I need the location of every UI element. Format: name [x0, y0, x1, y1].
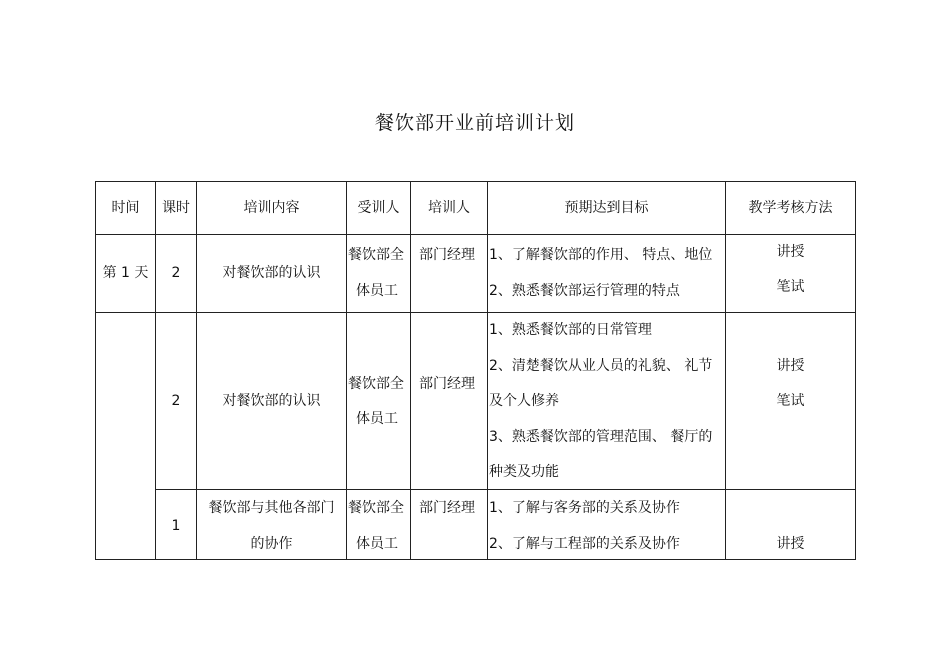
row1-content: 对餐饮部的认识 [222, 265, 321, 281]
row2-content: 对餐饮部的认识 [222, 393, 321, 409]
row2-goal-2: 2、清楚餐饮从业人员的礼貌、 礼节 [489, 358, 713, 374]
table-col-rule-1 [155, 181, 156, 560]
row3-method-1: 讲授 [776, 536, 805, 552]
row3-content-line1: 餐饮部与其他各部门 [208, 500, 335, 516]
row2-goal-1: 1、熟悉餐饮部的日常管理 [489, 322, 652, 338]
row2-trainer: 部门经理 [419, 376, 475, 392]
table-border-right [855, 181, 856, 560]
table-border-left [95, 181, 96, 560]
row3-hours: 1 [171, 518, 181, 534]
row1-method-1: 讲授 [776, 244, 805, 260]
header-hours: 课时 [162, 200, 190, 216]
table-col-rule-3 [346, 181, 347, 560]
table-border-bottom [95, 559, 856, 560]
header-time: 时间 [111, 200, 140, 216]
row3-goal-1: 1、了解与客务部的关系及协作 [489, 500, 680, 516]
header-trainee: 受训人 [357, 200, 400, 216]
row2-hours: 2 [171, 393, 181, 409]
row2-trainee-line2: 体员工 [356, 411, 398, 427]
header-content: 培训内容 [243, 200, 300, 216]
table-rule-row2 [155, 489, 856, 490]
row1-goal-2: 2、熟悉餐饮部运行管理的特点 [489, 283, 680, 299]
table-rule-row1 [95, 312, 856, 313]
row1-hours: 2 [171, 265, 181, 281]
row3-trainer: 部门经理 [419, 500, 475, 516]
row1-trainee-line1: 餐饮部全 [348, 247, 404, 263]
table-col-rule-5 [487, 181, 488, 560]
row2-trainee-line1: 餐饮部全 [348, 376, 404, 392]
header-trainer: 培训人 [428, 200, 470, 216]
row2-goal-3: 及个人修养 [489, 393, 559, 409]
row2-method-2: 笔试 [776, 393, 805, 409]
header-methods: 教学考核方法 [748, 200, 833, 216]
row3-content-line2: 的协作 [250, 536, 293, 552]
row3-trainee-line2: 体员工 [356, 536, 398, 552]
row2-method-1: 讲授 [776, 358, 805, 374]
row3-goal-2: 2、了解与工程部的关系及协作 [489, 536, 680, 552]
row1-trainee-line2: 体员工 [356, 283, 398, 299]
table-col-rule-4 [410, 181, 411, 560]
table-rule-header [95, 234, 856, 235]
table-border-top [95, 181, 856, 182]
header-goals: 预期达到目标 [564, 200, 649, 216]
row3-trainee-line1: 餐饮部全 [348, 500, 404, 516]
row1-goal-1: 1、了解餐饮部的作用、 特点、地位 [489, 247, 713, 263]
page-title: 餐饮部开业前培训计划 [374, 112, 575, 134]
row1-time: 第 1 天 [102, 265, 149, 281]
row1-trainer: 部门经理 [419, 247, 475, 263]
row2-goal-5: 种类及功能 [489, 464, 559, 480]
row1-method-2: 笔试 [776, 279, 805, 295]
row2-goal-4: 3、熟悉餐饮部的管理范围、 餐厅的 [489, 429, 713, 445]
